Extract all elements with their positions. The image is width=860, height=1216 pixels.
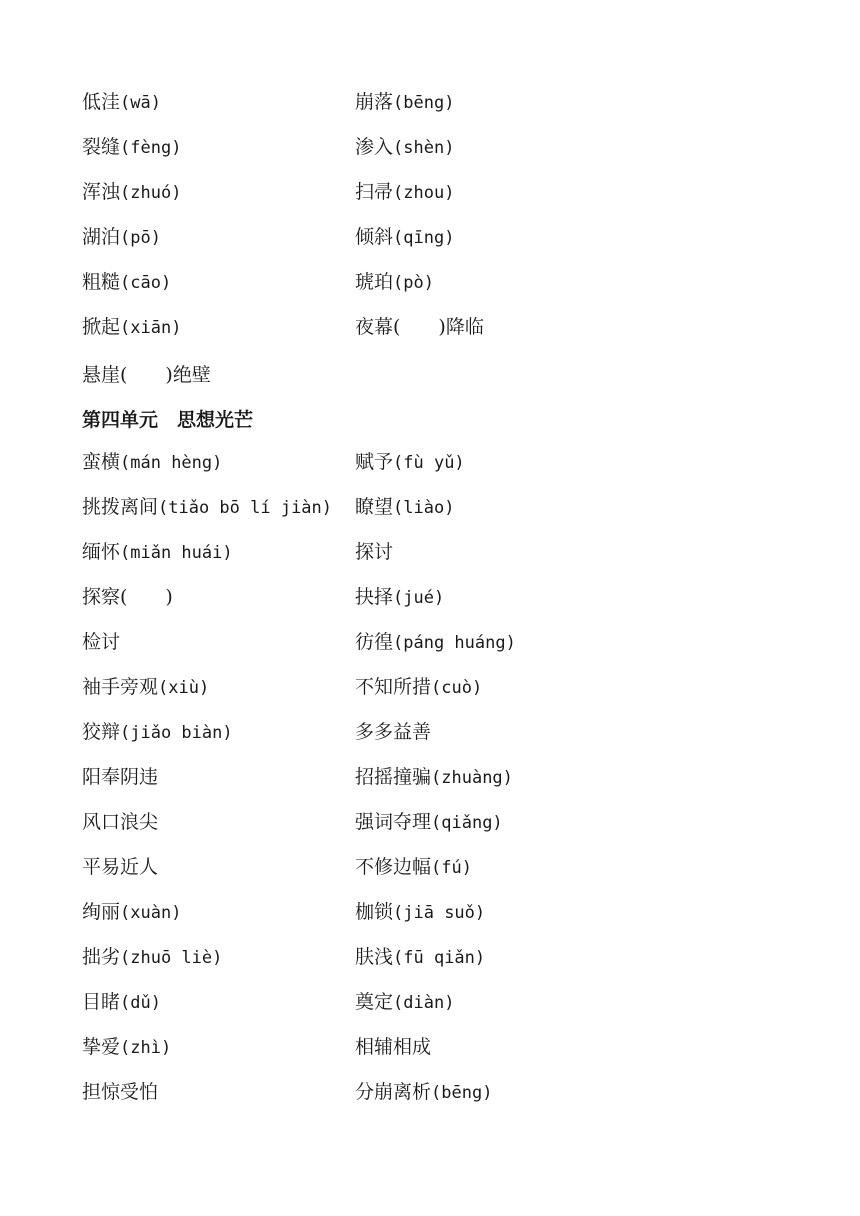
vocab-entry <box>355 312 484 343</box>
word: 扫帚 <box>355 181 394 203</box>
pinyin: (pò) <box>393 273 434 293</box>
word: 相辅相成 <box>355 1036 432 1058</box>
word: 掀起 <box>82 316 121 338</box>
pinyin: (fú) <box>431 858 472 878</box>
pinyin: (zhuàng) <box>431 768 513 788</box>
word: 缅怀 <box>82 541 121 563</box>
word: 担惊受怕 <box>82 1081 159 1103</box>
vocab-entry <box>82 1077 158 1108</box>
vocab-entry <box>355 447 465 478</box>
word: 彷徨 <box>355 631 394 653</box>
vocab-entry <box>82 717 233 748</box>
pinyin: (jiǎo biàn) <box>120 723 233 743</box>
vocab-entry <box>355 132 454 163</box>
vocab-entry <box>355 582 444 613</box>
word: 粗糙 <box>82 271 121 293</box>
vocab-entry <box>82 492 332 523</box>
word: 枷锁 <box>355 901 394 923</box>
word: 不知所措 <box>355 676 432 698</box>
vocab-entry <box>355 717 431 748</box>
word: 肤浅 <box>355 946 394 968</box>
pinyin: (fū qiǎn) <box>393 948 486 968</box>
word: 浑浊 <box>82 181 121 203</box>
pinyin: (xiù) <box>158 678 210 698</box>
pinyin: (páng huáng) <box>393 633 516 653</box>
vocab-entry <box>82 312 181 343</box>
vocab-entry <box>82 222 161 253</box>
section-heading: 第四单元 思想光芒 <box>82 409 254 431</box>
pinyin: (diàn) <box>393 993 455 1013</box>
word: 阳奉阴违 <box>82 766 159 788</box>
vocab-entry <box>82 987 161 1018</box>
word: 检讨 <box>82 631 121 653</box>
word: 赋予 <box>355 451 394 473</box>
vocab-entry <box>355 492 454 523</box>
vocab-entry <box>82 672 209 703</box>
vocab-entry <box>82 852 158 883</box>
word: 目睹 <box>82 991 121 1013</box>
pinyin: (bēng) <box>431 1083 493 1103</box>
word: 瞭望 <box>355 496 394 518</box>
pinyin: (cuò) <box>431 678 483 698</box>
vocab-entry <box>82 360 211 391</box>
pinyin: (mán hèng) <box>120 453 223 473</box>
word: 分崩离析 <box>355 1081 432 1103</box>
vocab-entry <box>82 807 158 838</box>
vocab-entry <box>82 1032 171 1063</box>
pinyin: (zhuó) <box>120 183 182 203</box>
vocab-entry <box>82 762 158 793</box>
vocab-entry <box>355 222 454 253</box>
vocab-entry <box>82 177 181 208</box>
vocab-entry <box>355 1077 492 1108</box>
pinyin: (xuàn) <box>120 903 182 923</box>
vocab-entry <box>355 762 513 793</box>
pinyin: (qīng) <box>393 228 455 248</box>
pinyin: (liào) <box>393 498 455 518</box>
pinyin: (zhì) <box>120 1038 172 1058</box>
word: 挑拨离间 <box>82 496 159 518</box>
pinyin: (zhou) <box>393 183 455 203</box>
vocab-entry <box>82 582 173 613</box>
word: 袖手旁观 <box>82 676 159 698</box>
word: 抉择 <box>355 586 394 608</box>
word: 奠定 <box>355 991 394 1013</box>
word: 悬崖( )绝壁 <box>82 364 211 386</box>
vocab-entry <box>355 537 393 568</box>
pinyin: (jiā suǒ) <box>393 903 486 923</box>
word: 不修边幅 <box>355 856 432 878</box>
word: 拙劣 <box>82 946 121 968</box>
pinyin: (qiǎng) <box>431 813 503 833</box>
word: 招摇撞骗 <box>355 766 432 788</box>
pinyin: (bēng) <box>393 93 455 113</box>
vocab-entry <box>355 987 454 1018</box>
vocab-entry <box>355 807 503 838</box>
pinyin: (tiǎo bō lí jiàn) <box>158 498 333 518</box>
vocab-entry <box>82 87 161 118</box>
pinyin: (pō) <box>120 228 161 248</box>
pinyin: (miǎn huái) <box>120 543 233 563</box>
pinyin: (fèng) <box>120 138 182 158</box>
vocab-entry <box>355 852 472 883</box>
word: 裂缝 <box>82 136 121 158</box>
vocab-entry <box>82 897 181 928</box>
word: 探讨 <box>355 541 394 563</box>
word: 夜幕( )降临 <box>355 316 484 338</box>
word: 多多益善 <box>355 721 432 743</box>
vocab-entry <box>82 537 233 568</box>
pinyin: (cāo) <box>120 273 172 293</box>
pinyin: (jué) <box>393 588 445 608</box>
vocab-entry <box>82 267 171 298</box>
vocab-entry <box>355 1032 431 1063</box>
word: 崩落 <box>355 91 394 113</box>
vocab-entry <box>355 87 454 118</box>
word: 强词夺理 <box>355 811 432 833</box>
vocab-entry <box>355 177 454 208</box>
vocab-entry <box>355 942 485 973</box>
vocab-entry <box>355 672 482 703</box>
vocab-entry <box>82 627 120 658</box>
word: 湖泊 <box>82 226 121 248</box>
pinyin: (xiān) <box>120 318 182 338</box>
pinyin: (fù yǔ) <box>393 453 465 473</box>
vocab-entry <box>82 447 222 478</box>
word: 渗入 <box>355 136 394 158</box>
pinyin: (shèn) <box>393 138 455 158</box>
word: 探察( ) <box>82 586 173 608</box>
word: 风口浪尖 <box>82 811 159 833</box>
word: 绚丽 <box>82 901 121 923</box>
vocab-entry <box>355 267 434 298</box>
word: 低洼 <box>82 91 121 113</box>
pinyin: (dǔ) <box>120 993 161 1013</box>
word: 蛮横 <box>82 451 121 473</box>
word: 平易近人 <box>82 856 159 878</box>
pinyin: (wā) <box>120 93 161 113</box>
vocab-entry <box>82 942 222 973</box>
pinyin: (zhuō liè) <box>120 948 223 968</box>
word: 倾斜 <box>355 226 394 248</box>
word: 琥珀 <box>355 271 394 293</box>
vocab-entry <box>82 132 181 163</box>
word: 挚爱 <box>82 1036 121 1058</box>
word: 狡辩 <box>82 721 121 743</box>
vocab-entry <box>355 897 485 928</box>
vocab-entry <box>355 627 516 658</box>
